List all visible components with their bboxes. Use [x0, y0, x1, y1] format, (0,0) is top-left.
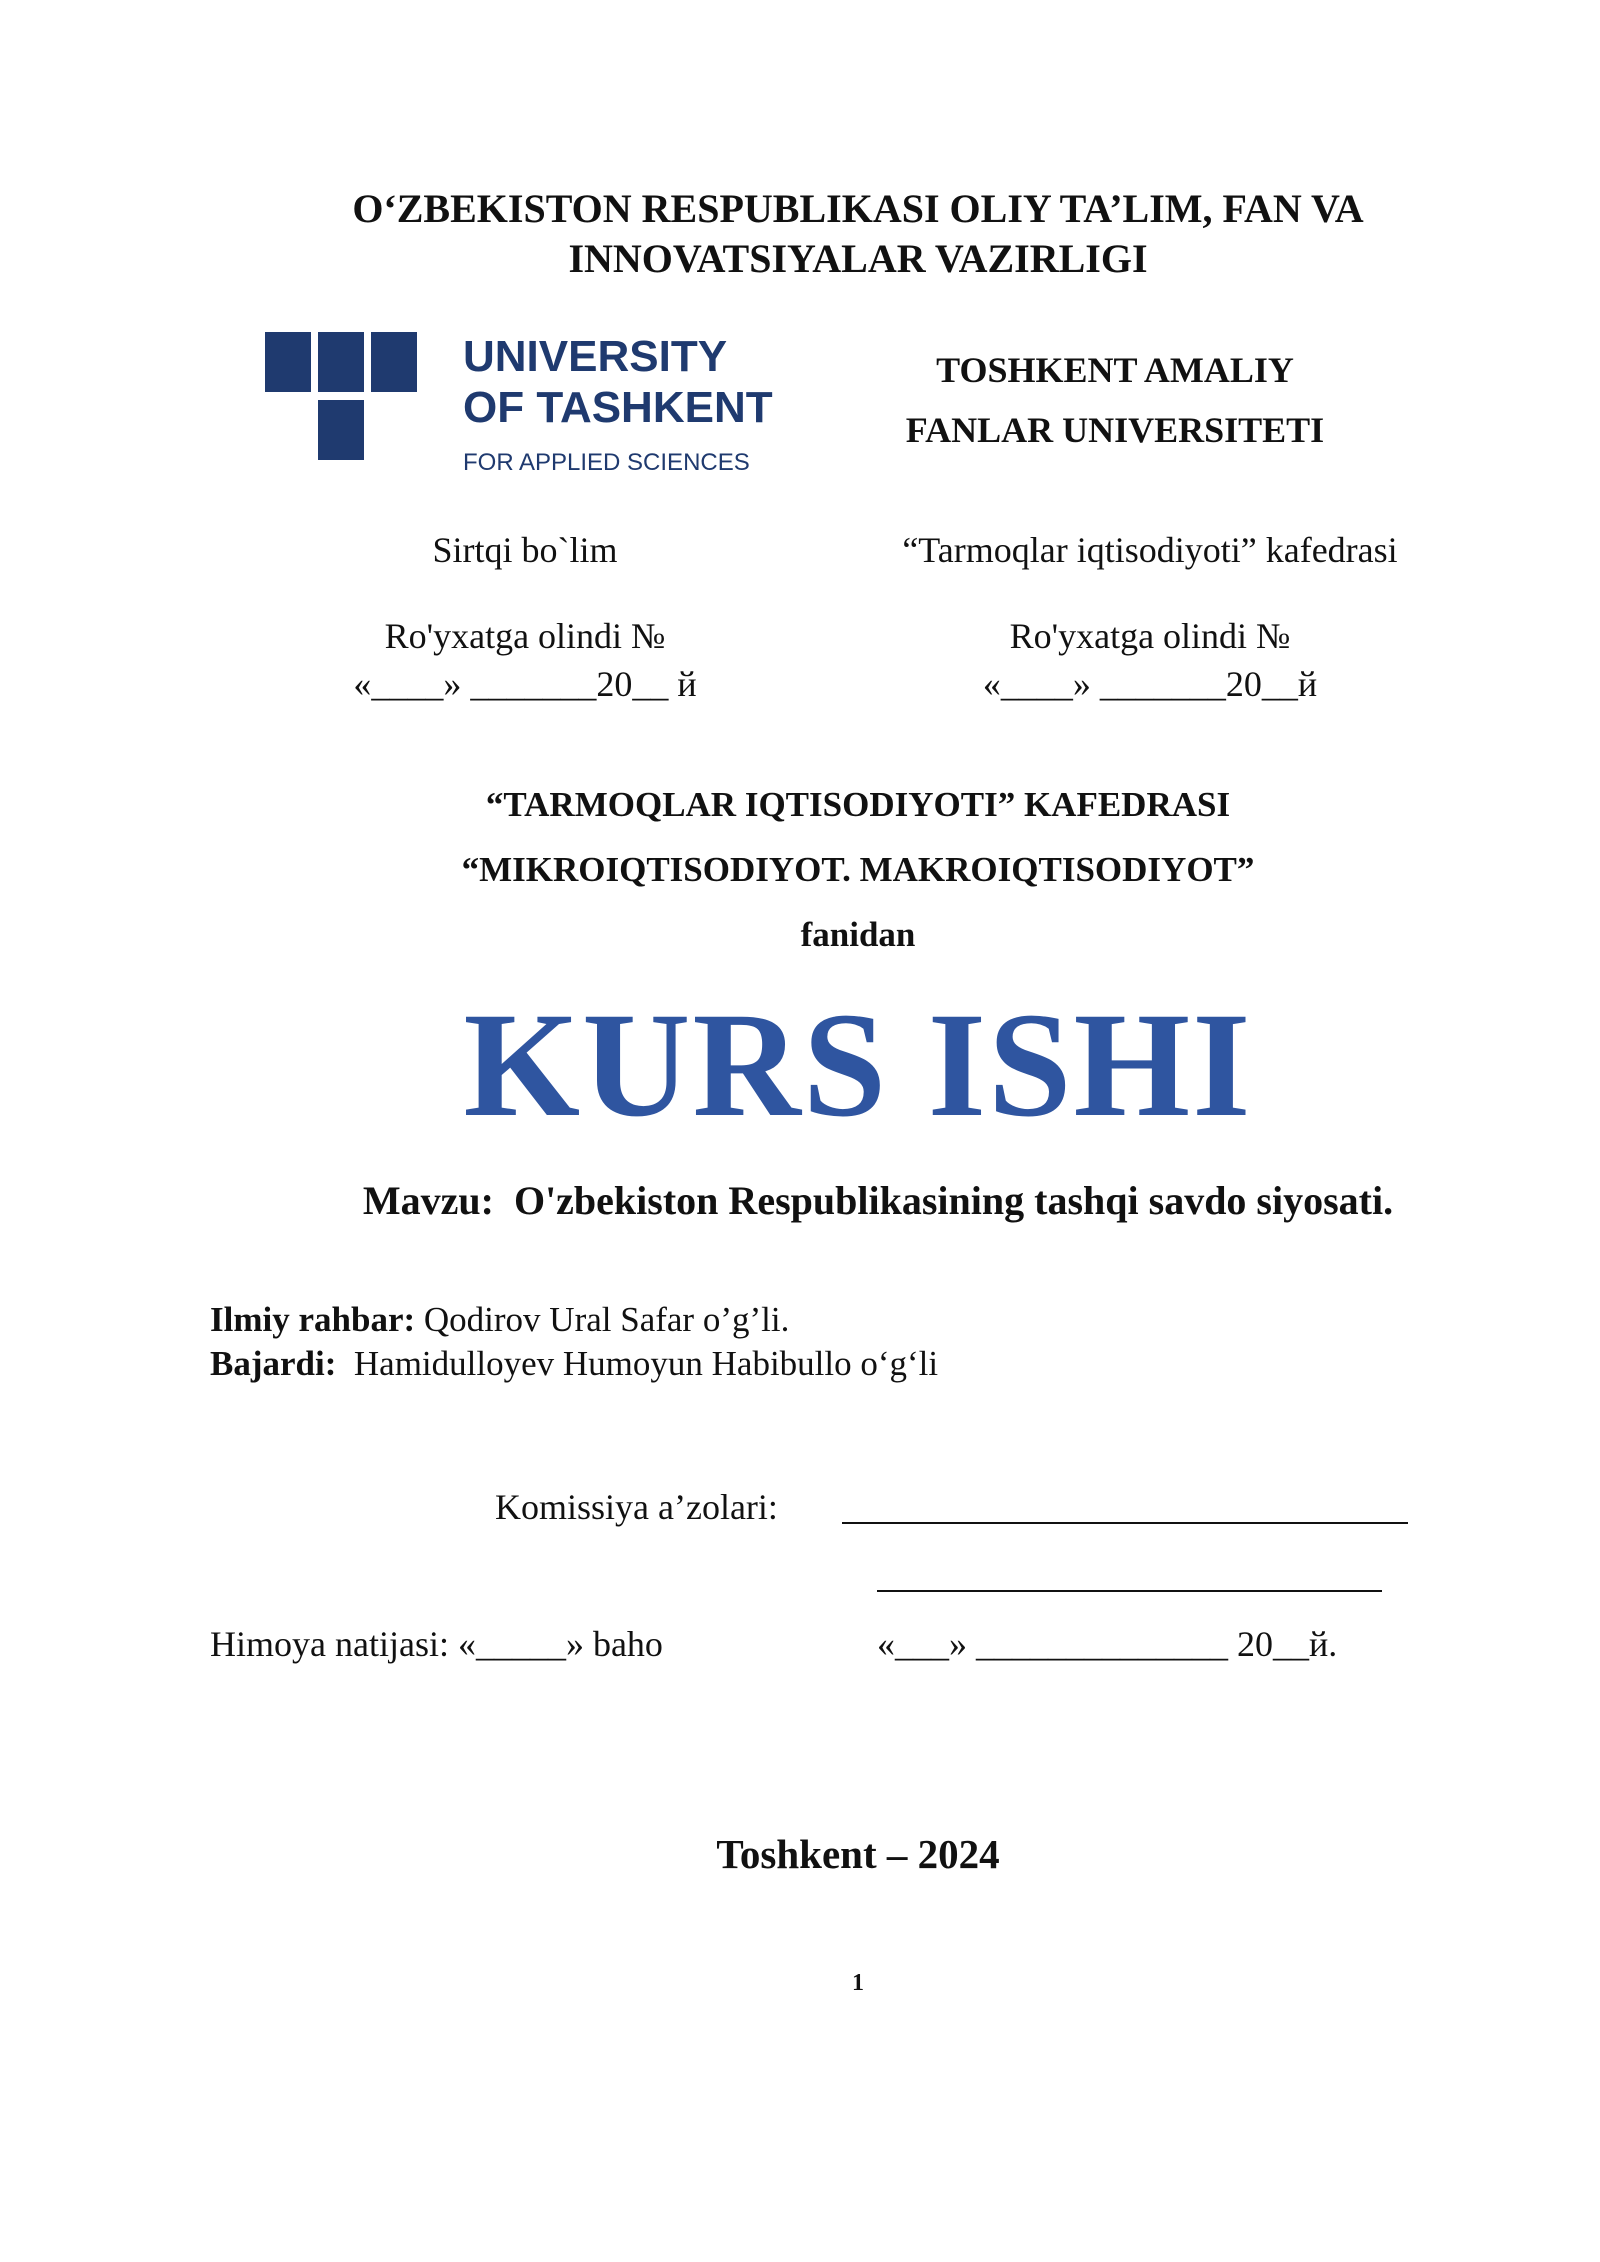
department-heading: “TARMOQLAR IQTISODIYOTI” KAFEDRASI — [485, 785, 1231, 824]
ministry-line-1: O‘ZBEKISTON RESPUBLIKASI OLIY TA’LIM, FAN VA — [352, 186, 1364, 231]
defense-result: Himoya natijasi: «_____» baho — [210, 1624, 663, 1664]
author-line — [210, 1342, 938, 1386]
university-line-1: TOSHKENT AMALIY — [936, 350, 1294, 390]
document-title: KURS ISHI — [463, 982, 1253, 1148]
university-line-2: FANLAR UNIVERSITETI — [905, 410, 1325, 450]
commission-signature-line-1 — [842, 1522, 1408, 1524]
university-name — [850, 340, 1380, 460]
page-number: 1 — [852, 1970, 864, 1996]
university-logo — [265, 325, 773, 476]
right-date-line: «____» _______20__й — [982, 664, 1318, 704]
left-date-line: «____» _______20__ й — [353, 664, 697, 704]
logo-block-4 — [318, 400, 364, 460]
defense-date: «___» ______________ 20__й. — [877, 1624, 1338, 1664]
topic-value: O'zbekiston Respublikasining tashqi savdo siyosati. — [513, 1178, 1394, 1223]
logo-block-3 — [371, 332, 417, 392]
commission-label: Komissiya a’zolari: — [495, 1487, 778, 1527]
ministry-line-2: INNOVATSIYALAR VAZIRLIGI — [568, 236, 1148, 281]
topic-label: Mavzu: — [362, 1178, 494, 1223]
logo-line-2: OF TASHKENT — [463, 383, 773, 432]
supervisor-name: Qodirov Ural Safar o’g’li. — [423, 1300, 790, 1339]
topic-line — [303, 1175, 1453, 1227]
ministry-header — [250, 184, 1466, 284]
subject-block — [250, 772, 1466, 967]
logo-line-3: FOR APPLIED SCIENCES — [463, 449, 750, 476]
supervisor-label: Ilmiy rahbar: — [210, 1300, 416, 1339]
subject-suffix: fanidan — [800, 915, 916, 954]
logo-line-1: UNIVERSITY — [463, 332, 728, 381]
people-block — [210, 1298, 938, 1386]
author-label: Bajardi: — [210, 1344, 337, 1383]
left-registered: Ro'yxatga olindi № — [384, 616, 666, 656]
commission-signature-line-2 — [877, 1590, 1382, 1592]
logo-block-1 — [265, 332, 311, 392]
section-name: Sirtqi bo`lim — [432, 530, 618, 570]
supervisor-line — [210, 1298, 938, 1342]
right-registered: Ro'yxatga olindi № — [1009, 616, 1291, 656]
author-name: Hamidulloyev Humoyun Habibullo o‘g‘li — [353, 1344, 939, 1383]
department-name: “Tarmoqlar iqtisodiyoti” kafedrasi — [902, 530, 1398, 570]
subject-heading: “MIKROIQTISODIYOT. MAKROIQTISODIYOT” — [461, 850, 1255, 889]
city-year: Toshkent – 2024 — [716, 1831, 1000, 1877]
logo-block-2 — [318, 332, 364, 392]
